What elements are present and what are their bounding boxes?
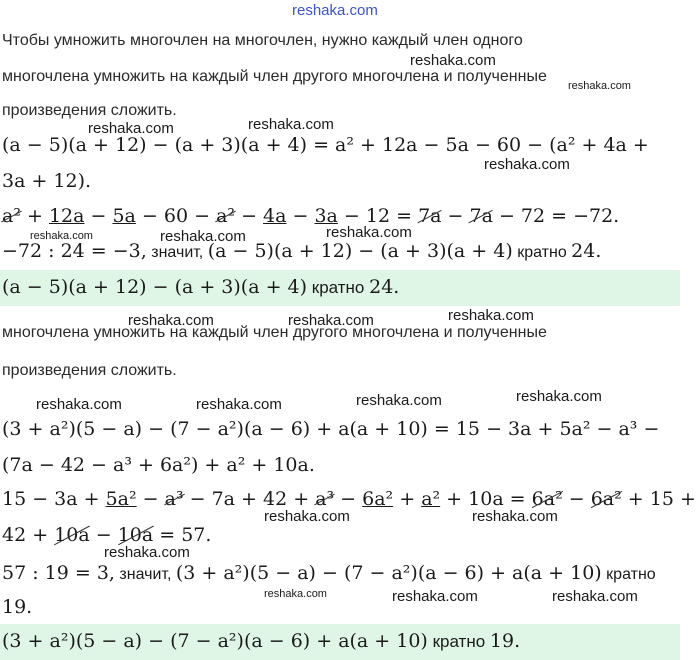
task2-equation-line5 (2, 562, 656, 584)
cancelled-term: 7a (418, 205, 442, 227)
task2-equation-line1: (3 + a²)(5 − a) − (7 − a²)(a − 6) + a(a + 10) = 15 − 3a + 5a² − a³ − (2, 418, 660, 440)
word-text: кратно (601, 566, 656, 583)
word-text: кратно (512, 244, 572, 261)
cancelled-term: 10a (117, 524, 154, 546)
task1-equation-line4 (2, 240, 601, 262)
math-text: − 60 − (135, 205, 217, 227)
task2-intro-line2: многочлена умножить на каждый член другого многочлена и полученные (2, 324, 547, 341)
math-text: − 12 = (337, 205, 419, 227)
task1-intro-line1: Чтобы умножить многочлен на многочлен, нужно каждый член одного (2, 32, 523, 49)
math-text: + (393, 488, 422, 510)
task2-equation-line3 (2, 488, 696, 510)
task2-answer-box (0, 624, 680, 660)
task1-equation-line2: 3a + 12). (2, 170, 92, 192)
math-text: = 57. (153, 524, 212, 546)
math-text: − (136, 488, 165, 510)
math-text: − 72 = −72. (492, 205, 620, 227)
task2-equation-line4 (2, 524, 211, 546)
math-text: − (562, 488, 591, 510)
watermark: reshaka.com (88, 120, 174, 137)
task1-intro-line3: произведения сложить. (2, 102, 177, 119)
task2-intro-line3: произведения сложить. (2, 362, 177, 379)
cancelled-term: 7a (469, 205, 493, 227)
math-text: (a − 5)(a + 12) − (a + 3)(a + 4) (207, 240, 513, 262)
watermark: reshaka.com (516, 388, 602, 405)
watermark: reshaka.com (448, 307, 534, 324)
answer-number: 19. (489, 630, 521, 652)
word-text: значит, (114, 566, 176, 583)
watermark: reshaka.com (568, 80, 631, 92)
watermark: reshaka.com (196, 396, 282, 413)
cancelled-term: 6a² (590, 488, 622, 510)
math-text: 42 + (2, 524, 55, 546)
answer-math: (3 + a²)(5 − a) − (7 − a²)(a − 6) + a(a + 10) (2, 630, 428, 652)
watermark: reshaka.com (288, 312, 374, 329)
math-text: − (235, 205, 264, 227)
task1-intro-line2: многочлена умножить на каждый член другого многочлена и полученные (2, 68, 547, 85)
cancelled-term: 10a (54, 524, 90, 546)
cancelled-term: 6a² (531, 488, 563, 510)
cancelled-term: a² (216, 205, 236, 227)
watermark: reshaka.com (104, 544, 190, 561)
watermark: reshaka.com (326, 224, 412, 241)
task1-answer-box (0, 270, 680, 306)
watermark: reshaka.com (36, 396, 122, 413)
watermark: reshaka.com (248, 116, 334, 133)
math-text: − 7a + 42 + (183, 488, 316, 510)
watermark: reshaka.com (472, 508, 558, 525)
watermark: reshaka.com (410, 52, 496, 69)
task1-answer (2, 276, 399, 298)
math-text: 15 − 3a + (2, 488, 106, 510)
task2-equation-line6: 19. (2, 596, 33, 618)
underlined-term: 12a (48, 205, 85, 227)
watermark: reshaka.com (552, 588, 638, 605)
cancelled-term: a³ (315, 488, 335, 510)
watermark: reshaka.com (128, 312, 214, 329)
math-text: + (20, 205, 49, 227)
answer-word: кратно (427, 632, 490, 651)
cancelled-term: a² (2, 205, 21, 227)
cancelled-term: a³ (164, 488, 184, 510)
word-text: значит, (146, 244, 208, 261)
math-text: − (334, 488, 363, 510)
task1-equation-line3 (2, 205, 619, 227)
task2-answer (2, 630, 520, 652)
math-text: − (89, 524, 118, 546)
underlined-term: 3a (314, 205, 338, 227)
task2-equation-line2: (7a − 42 − a³ + 6a²) + a² + 10a. (2, 454, 315, 476)
watermark: reshaka.com (484, 156, 570, 173)
math-text: + 10a = (440, 488, 532, 510)
watermark: reshaka.com (264, 508, 350, 525)
underlined-term: 4a (263, 205, 287, 227)
math-text: − (441, 205, 470, 227)
watermark: reshaka.com (392, 588, 478, 605)
task1-equation-line1: (a − 5)(a + 12) − (a + 3)(a + 4) = a² + 12a − 5a − 60 − (a² + 4a + (2, 134, 649, 156)
math-text: 24. (571, 240, 602, 262)
underlined-term: 5a² (105, 488, 137, 510)
underlined-term: a² (421, 488, 441, 510)
watermark: reshaka.com (356, 392, 442, 409)
answer-word: кратно (307, 278, 370, 297)
math-text: (3 + a²)(5 − a) − (7 − a²)(a − 6) + a(a + 10) (175, 562, 602, 584)
watermark: reshaka.com (264, 588, 327, 600)
watermark: reshaka.com (30, 230, 93, 242)
answer-math: (a − 5)(a + 12) − (a + 3)(a + 4) (2, 276, 308, 298)
site-header[interactable]: reshaka.com (292, 2, 378, 19)
math-text: 57 : 19 = 3, (2, 562, 115, 584)
answer-number: 24. (369, 276, 400, 298)
math-text: −72 : 24 = −3, (2, 240, 147, 262)
watermark: reshaka.com (160, 228, 246, 245)
underlined-term: 6a² (362, 488, 394, 510)
math-text: − (84, 205, 113, 227)
math-text: − (286, 205, 315, 227)
math-text: + 15 + (621, 488, 696, 510)
underlined-term: 5a (112, 205, 136, 227)
